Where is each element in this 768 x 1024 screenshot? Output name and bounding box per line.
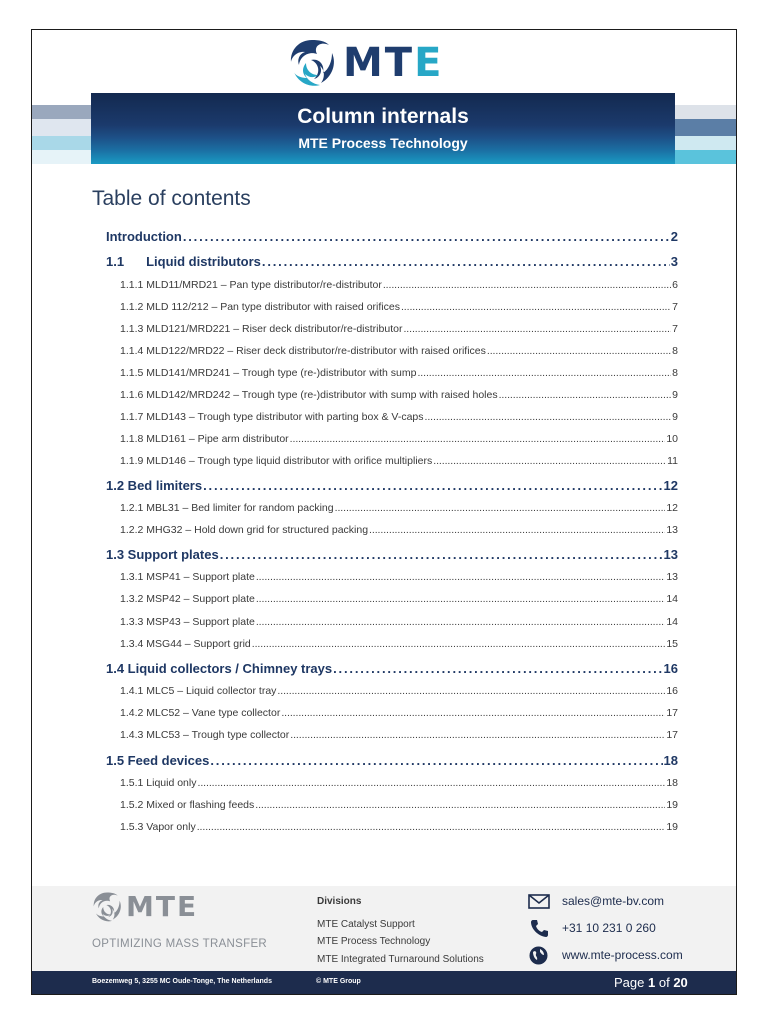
email-icon [528, 894, 550, 909]
toc-dot-leader [220, 547, 663, 562]
contact-email[interactable]: sales@mte-bv.com [562, 894, 664, 908]
toc-page-number: 7 [672, 323, 678, 335]
toc-heading: Table of contents [92, 187, 251, 210]
toc-subsection-entry[interactable] [106, 799, 678, 811]
toc-dot-leader [256, 571, 665, 583]
toc-page-number: 8 [672, 367, 678, 379]
logo-wordmark: MTE [343, 40, 444, 86]
copyright: © MTE Group [316, 978, 361, 985]
toc-entry-title: 1.5.3 Vapor only [120, 821, 196, 833]
toc-subsection-entry[interactable] [106, 571, 678, 583]
toc-page-number: 10 [666, 433, 678, 445]
toc-dot-leader [252, 638, 666, 650]
toc-dot-leader [433, 455, 666, 467]
toc-subsection-entry[interactable] [106, 279, 678, 291]
toc-page-number: 15 [666, 638, 678, 650]
toc-entry-title: 1.3.4 MSG44 – Support grid [120, 638, 251, 650]
toc-subsection-entry[interactable] [106, 821, 678, 833]
toc-dot-leader [262, 254, 670, 269]
toc-dot-leader [403, 323, 671, 335]
toc-entry-title: 1.3.3 MSP43 – Support plate [120, 616, 255, 628]
contact-phone[interactable]: +31 10 231 0 260 [562, 921, 656, 935]
divisions-title: Divisions [317, 896, 362, 907]
footer-tagline: OPTIMIZING MASS TRANSFER [92, 938, 268, 950]
toc-dot-leader [277, 685, 665, 697]
toc-page-number: 16 [663, 661, 678, 676]
toc-page-number: 12 [666, 502, 678, 514]
top-logo [285, 34, 485, 90]
toc-subsection-entry[interactable] [106, 345, 678, 357]
toc-subsection-entry[interactable] [106, 685, 678, 697]
footer-logo-wordmark: MTE [126, 890, 199, 923]
toc-dot-leader [203, 478, 662, 493]
toc-dot-leader [401, 301, 671, 313]
toc-dot-leader [255, 799, 665, 811]
toc-subsection-entry[interactable] [106, 411, 678, 423]
toc-section-entry[interactable] [106, 661, 678, 676]
footer-bar [32, 971, 737, 995]
toc-dot-leader [281, 707, 665, 719]
toc-page-number: 16 [666, 685, 678, 697]
toc-dot-leader [499, 389, 672, 401]
toc-subsection-entry[interactable] [106, 433, 678, 445]
stripe-right-1 [675, 105, 737, 119]
toc-entry-title: 1.5 Feed devices [106, 753, 210, 768]
toc-dot-leader [290, 433, 666, 445]
toc-page-number: 18 [666, 777, 678, 789]
toc-page-number: 17 [666, 729, 678, 741]
toc-entry-title: 1.4.2 MLC52 – Vane type collector [120, 707, 281, 719]
toc-dot-leader [183, 229, 670, 244]
phone-icon [530, 919, 548, 937]
toc-dot-leader [197, 821, 666, 833]
toc-subsection-entry[interactable] [106, 616, 678, 628]
toc-entry-title: 1.1.5 MLD141/MRD241 – Trough type (re-)distributor with sump [120, 367, 417, 379]
toc-entry-title: 1.1.2 MLD 112/212 – Pan type distributor with raised orifices [120, 301, 400, 313]
swirl-logo-icon [285, 36, 339, 90]
stripe-left-3 [32, 136, 92, 150]
toc-page-number: 2 [670, 229, 678, 244]
document-page [31, 29, 737, 995]
toc-entry-title: 1.1.4 MLD122/MRD22 – Riser deck distributor/re-distributor with raised orifices [120, 345, 486, 357]
toc-page-number: 19 [666, 799, 678, 811]
document-subtitle: MTE Process Technology [298, 135, 468, 151]
toc-subsection-entry[interactable] [106, 638, 678, 650]
toc-entry-title: Liquid distributors [146, 254, 261, 269]
toc-page-number: 3 [670, 254, 678, 269]
toc-entry-title: 1.3 Support plates [106, 547, 219, 562]
toc-entry-title: 1.2.1 MBL31 – Bed limiter for random packing [120, 502, 334, 514]
stripe-left-1 [32, 105, 92, 119]
toc-subsection-entry[interactable] [106, 323, 678, 335]
toc-dot-leader [197, 777, 665, 789]
toc-subsection-entry[interactable] [106, 389, 678, 401]
division-item: MTE Process Technology [317, 936, 431, 947]
toc-dot-leader [369, 524, 665, 536]
toc-entry-title: 1.1.8 MLD161 – Pipe arm distributor [120, 433, 289, 445]
toc-section-entry[interactable] [106, 753, 678, 768]
toc-page-number: 13 [666, 571, 678, 583]
toc-page-number: 13 [666, 524, 678, 536]
toc-entry-title: 1.1.1 MLD11/MRD21 – Pan type distributor/re-distributor [120, 279, 382, 291]
stripe-left-4 [32, 150, 92, 164]
stripe-left-2 [32, 119, 92, 136]
toc-page-number: 7 [672, 301, 678, 313]
page-indicator: Page 1 of 20 [614, 975, 688, 990]
toc-page-number: 12 [663, 478, 678, 493]
toc-page-number: 6 [672, 279, 678, 291]
toc-section-entry[interactable] [106, 229, 678, 244]
toc-page-number: 19 [666, 821, 678, 833]
toc-section-entry[interactable] [106, 478, 678, 493]
company-address: Boezemweg 5, 3255 MC Oude-Tonge, The Netherlands [92, 978, 272, 985]
toc-page-number: 17 [666, 707, 678, 719]
toc-entry-title: Introduction [106, 229, 182, 244]
division-item: MTE Catalyst Support [317, 919, 415, 930]
toc-subsection-entry[interactable] [106, 707, 678, 719]
contact-website[interactable]: www.mte-process.com [562, 948, 683, 962]
toc-dot-leader [256, 616, 665, 628]
globe-icon [529, 946, 548, 965]
stripe-right-4 [675, 150, 737, 164]
toc-page-number: 14 [666, 593, 678, 605]
toc-dot-leader [487, 345, 671, 357]
toc-entry-title: 1.1.3 MLD121/MRD221 – Riser deck distributor/re-distributor [120, 323, 403, 335]
toc-entry-title: 1.4 Liquid collectors / Chimney trays [106, 661, 333, 676]
stripe-right-2 [675, 119, 737, 136]
toc-subsection-entry[interactable] [106, 593, 678, 605]
toc-page-number: 9 [672, 389, 678, 401]
toc-page-number: 18 [663, 753, 678, 768]
toc-subsection-entry[interactable] [106, 367, 678, 379]
toc-dot-leader [425, 411, 672, 423]
toc-subsection-entry[interactable] [106, 524, 678, 536]
toc-page-number: 8 [672, 345, 678, 357]
toc-entry-title: 1.3.2 MSP42 – Support plate [120, 593, 255, 605]
stripe-right-3 [675, 136, 737, 150]
toc-entry-title: 1.3.1 MSP41 – Support plate [120, 571, 255, 583]
toc-page-number: 9 [672, 411, 678, 423]
toc-section-entry[interactable] [106, 254, 678, 269]
toc-section-entry[interactable] [106, 547, 678, 562]
toc-dot-leader [335, 502, 666, 514]
toc-entry-title: 1.5.2 Mixed or flashing feeds [120, 799, 255, 811]
title-banner [91, 93, 675, 164]
toc-dot-leader [333, 661, 662, 676]
toc-subsection-entry[interactable] [106, 301, 678, 313]
footer-swirl-logo-icon [90, 890, 124, 924]
toc-subsection-entry[interactable] [106, 729, 678, 741]
document-title: Column internals [297, 105, 469, 128]
toc-dot-leader [383, 279, 671, 291]
toc-page-number: 11 [667, 455, 678, 467]
toc-dot-leader [256, 593, 665, 605]
toc-subsection-entry[interactable] [106, 455, 678, 467]
toc-page-number: 14 [666, 616, 678, 628]
toc-dot-leader [210, 753, 662, 768]
toc-entry-title: 1.2.2 MHG32 – Hold down grid for structured packing [120, 524, 369, 536]
toc-entry-title: 1.5.1 Liquid only [120, 777, 197, 789]
toc-entry-number: 1.1 [106, 254, 125, 269]
toc-entry-title: 1.4.3 MLC53 – Trough type collector [120, 729, 290, 741]
toc-page-number: 13 [663, 547, 678, 562]
toc-entry-title: 1.4.1 MLC5 – Liquid collector tray [120, 685, 277, 697]
toc-subsection-entry[interactable] [106, 502, 678, 514]
toc-dot-leader [290, 729, 665, 741]
toc-entry-title: 1.2 Bed limiters [106, 478, 203, 493]
toc-entry-title: 1.1.6 MLD142/MRD242 – Trough type (re-)distributor with sump with raised holes [120, 389, 498, 401]
footer [32, 886, 737, 972]
toc-subsection-entry[interactable] [106, 777, 678, 789]
toc-dot-leader [417, 367, 671, 379]
division-item: MTE Integrated Turnaround Solutions [317, 954, 484, 965]
toc-entry-title: 1.1.9 MLD146 – Trough type liquid distributor with orifice multipliers [120, 455, 433, 467]
toc-entry-title: 1.1.7 MLD143 – Trough type distributor with parting box & V-caps [120, 411, 424, 423]
